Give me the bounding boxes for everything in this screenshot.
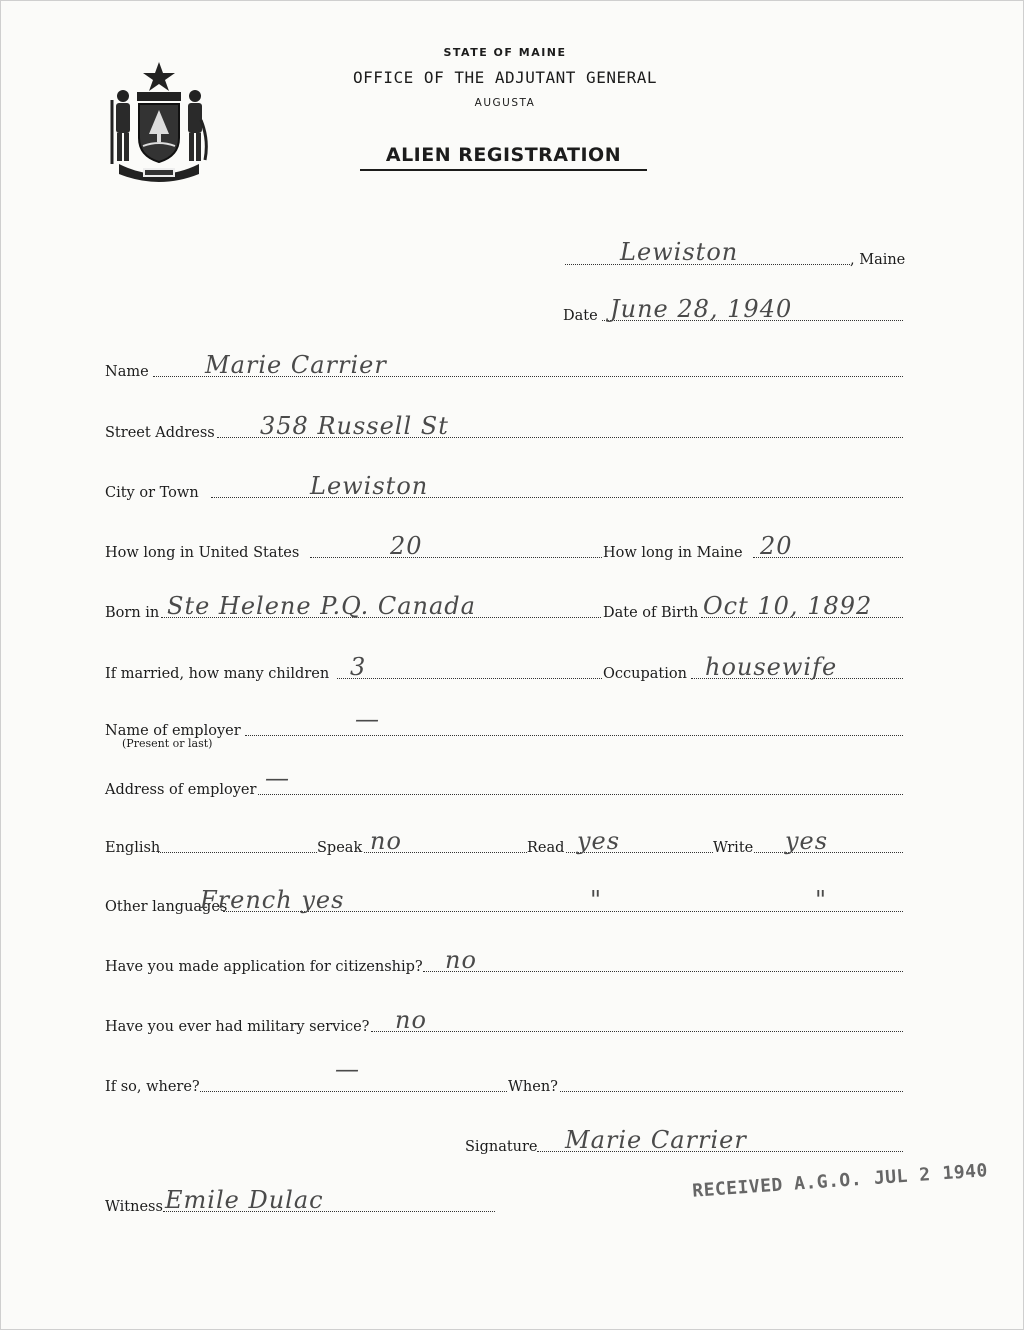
occupation-label: Occupation [603, 666, 687, 682]
city-value: Lewiston [310, 472, 429, 500]
city-row [105, 472, 903, 501]
us-years-value: 20 [390, 532, 423, 560]
stamp-text: RECEIVED A.G.O. [691, 1168, 863, 1202]
name-row [105, 351, 903, 380]
street-row [105, 412, 903, 441]
other-read-value: " [590, 886, 603, 914]
date-row [105, 295, 903, 324]
maine-years-value: 20 [760, 532, 793, 560]
birth-row [105, 592, 903, 621]
other-languages-value: French yes [200, 886, 345, 914]
city-label: City or Town [105, 485, 199, 501]
speak-value: no [370, 827, 402, 855]
signature-label: Signature [465, 1139, 538, 1155]
citizenship-value: no [445, 946, 477, 974]
place-value: Lewiston [620, 238, 739, 266]
other-languages-label: Other languages [105, 899, 228, 915]
when-label: When? [508, 1079, 558, 1095]
family-row [105, 653, 903, 682]
born-value: Ste Helene P.Q. Canada [167, 592, 476, 620]
where-row [105, 1055, 903, 1095]
witness-value: Emile Dulac [165, 1186, 324, 1214]
name-value: Marie Carrier [205, 351, 387, 379]
witness-label: Witness [105, 1199, 163, 1215]
name-label: Name [105, 364, 149, 380]
residence-row [105, 532, 903, 561]
where-label: If so, where? [105, 1079, 200, 1095]
street-label: Street Address [105, 425, 215, 441]
dob-value: Oct 10, 1892 [703, 592, 873, 620]
employer-address-value: — [265, 764, 290, 792]
military-value: no [395, 1006, 427, 1034]
citizenship-label: Have you made application for citizenship? [105, 959, 423, 975]
received-stamp [692, 1159, 1001, 1201]
military-row [105, 1006, 903, 1035]
military-label: Have you ever had military service? [105, 1019, 370, 1035]
children-value: 3 [350, 653, 367, 681]
employer-address-label: Address of employer [105, 782, 257, 798]
speak-label: Speak [317, 840, 363, 856]
street-value: 358 Russell St [260, 412, 449, 440]
english-label: English [105, 840, 161, 856]
maine-state-seal-icon [105, 60, 213, 189]
office-heading: OFFICE OF THE ADJUTANT GENERAL [353, 68, 657, 87]
date-label: Date [563, 308, 598, 324]
write-value: yes [785, 827, 829, 855]
employer-address-row [105, 764, 903, 798]
form-title: ALIEN REGISTRATION [360, 144, 647, 171]
read-label: Read [527, 840, 565, 856]
born-label: Born in [105, 605, 160, 621]
where-value: — [335, 1055, 360, 1083]
date-value: June 28, 1940 [610, 295, 793, 323]
stamp-year: 1940 [941, 1160, 989, 1185]
other-write-value: " [815, 886, 828, 914]
citizenship-row [105, 946, 903, 975]
employer-row [105, 705, 903, 750]
place-row [105, 238, 906, 268]
occupation-value: housewife [705, 653, 838, 681]
employer-label: Name of employer [105, 723, 241, 739]
read-value: yes [577, 827, 621, 855]
other-languages-row [105, 886, 903, 915]
us-years-label: How long in United States [105, 545, 300, 561]
children-label: If married, how many children [105, 666, 330, 682]
signature-row [105, 1126, 903, 1155]
signature-value: Marie Carrier [565, 1126, 747, 1154]
state-heading: STATE OF MAINE [443, 46, 567, 59]
write-label: Write [713, 840, 754, 856]
maine-years-label: How long in Maine [603, 545, 743, 561]
city-heading: AUGUSTA [474, 97, 536, 109]
dob-label: Date of Birth [603, 605, 699, 621]
witness-row [105, 1186, 505, 1215]
place-suffix: , Maine [850, 252, 906, 268]
employer-sublabel: (Present or last) [122, 737, 213, 750]
english-row [105, 827, 903, 856]
employer-value: — [355, 705, 380, 733]
stamp-month: JUL 2 [873, 1164, 932, 1190]
